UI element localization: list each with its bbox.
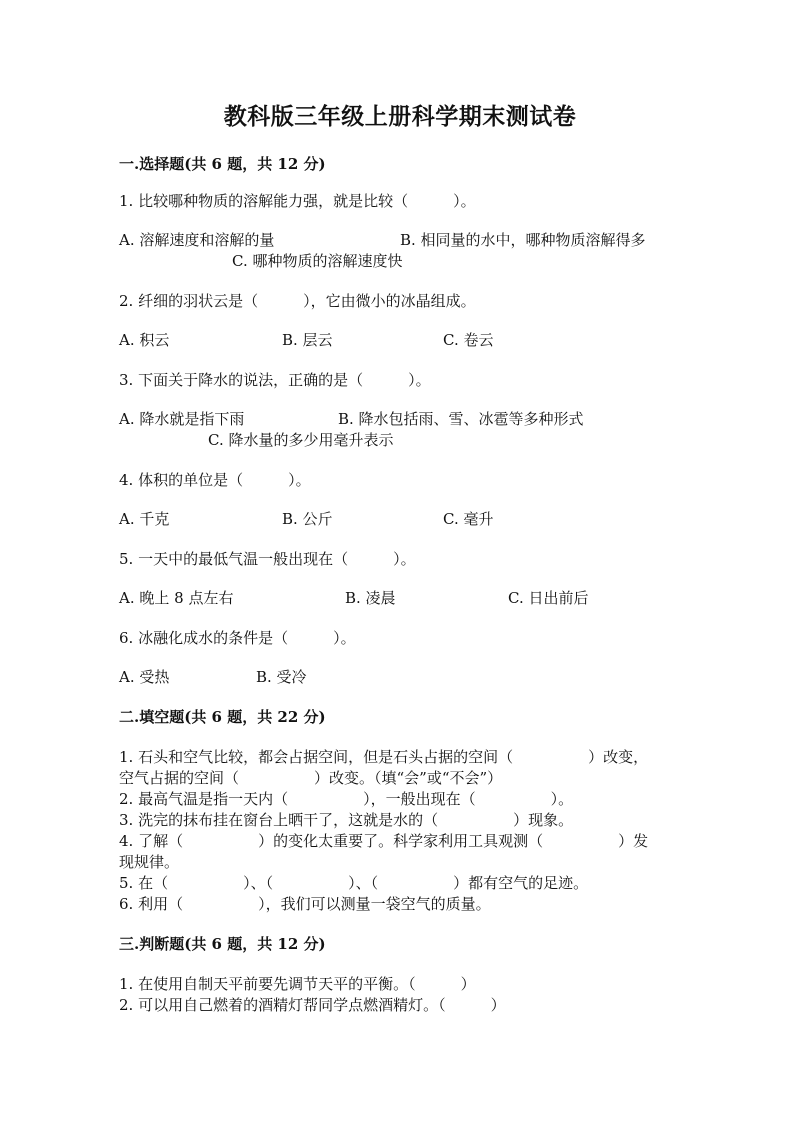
judge-line-1: 1. 在使用自制天平前要先调节天平的平衡。（ ） bbox=[119, 975, 476, 993]
option-6b: B. 受冷 bbox=[256, 668, 307, 686]
fill-line-5: 5. 在（ ）、（ ）、（ ）都有空气的足迹。 bbox=[119, 874, 589, 892]
option-1c: C. 哪种物质的溶解速度快 bbox=[232, 252, 403, 270]
option-3b: B. 降水包括雨、雪、冰雹等多种形式 bbox=[338, 410, 584, 428]
option-4b: B. 公斤 bbox=[282, 510, 333, 528]
option-5b: B. 凌晨 bbox=[345, 589, 396, 607]
option-5a: A. 晚上 8 点左右 bbox=[119, 589, 234, 607]
section-heading-choice: 一.选择题(共 6 题，共 12 分) bbox=[119, 155, 326, 173]
option-2a: A. 积云 bbox=[119, 331, 170, 349]
section-heading-fill: 二.填空题(共 6 题，共 22 分) bbox=[119, 708, 326, 726]
fill-line-4b: 现规律。 bbox=[119, 853, 180, 871]
option-4c: C. 毫升 bbox=[443, 510, 494, 528]
option-2c: C. 卷云 bbox=[443, 331, 494, 349]
question-3: 3. 下面关于降水的说法，正确的是（ ）。 bbox=[119, 371, 431, 389]
fill-line-3: 3. 洗完的抹布挂在窗台上晒干了，这就是水的（ ）现象。 bbox=[119, 811, 574, 829]
judge-line-2: 2. 可以用自己燃着的酒精灯帮同学点燃酒精灯。（ ） bbox=[119, 996, 506, 1014]
question-4: 4. 体积的单位是（ ）。 bbox=[119, 471, 311, 489]
option-1a: A. 溶解速度和溶解的量 bbox=[119, 231, 275, 249]
option-2b: B. 层云 bbox=[282, 331, 333, 349]
fill-line-2: 2. 最高气温是指一天内（ ），一般出现在（ ）。 bbox=[119, 790, 574, 808]
question-2: 2. 纤细的羽状云是（ ），它由微小的冰晶组成。 bbox=[119, 292, 476, 310]
fill-line-4: 4. 了解（ ）的变化太重要了。科学家利用工具观测（ ）发 bbox=[119, 832, 649, 850]
page-title: 教科版三年级上册科学期末测试卷 bbox=[223, 103, 577, 130]
question-6: 6. 冰融化成水的条件是（ ）。 bbox=[119, 629, 356, 647]
section-heading-judge: 三.判断题(共 6 题，共 12 分) bbox=[119, 935, 326, 953]
fill-line-1: 1. 石头和空气比较，都会占据空间，但是石头占据的空间（ ）改变， bbox=[119, 748, 649, 766]
option-6a: A. 受热 bbox=[119, 668, 170, 686]
option-3c: C. 降水量的多少用毫升表示 bbox=[208, 431, 394, 449]
question-1: 1. 比较哪种物质的溶解能力强，就是比较（ ）。 bbox=[119, 192, 476, 210]
option-4a: A. 千克 bbox=[119, 510, 170, 528]
option-5c: C. 日出前后 bbox=[508, 589, 589, 607]
fill-line-6: 6. 利用（ ），我们可以测量一袋空气的质量。 bbox=[119, 895, 491, 913]
option-1b: B. 相同量的水中，哪种物质溶解得多 bbox=[400, 231, 646, 249]
question-5: 5. 一天中的最低气温一般出现在（ ）。 bbox=[119, 550, 416, 568]
option-3a: A. 降水就是指下雨 bbox=[119, 410, 245, 428]
fill-line-1b: 空气占据的空间（ ）改变。（填“会”或“不会”） bbox=[119, 769, 503, 787]
